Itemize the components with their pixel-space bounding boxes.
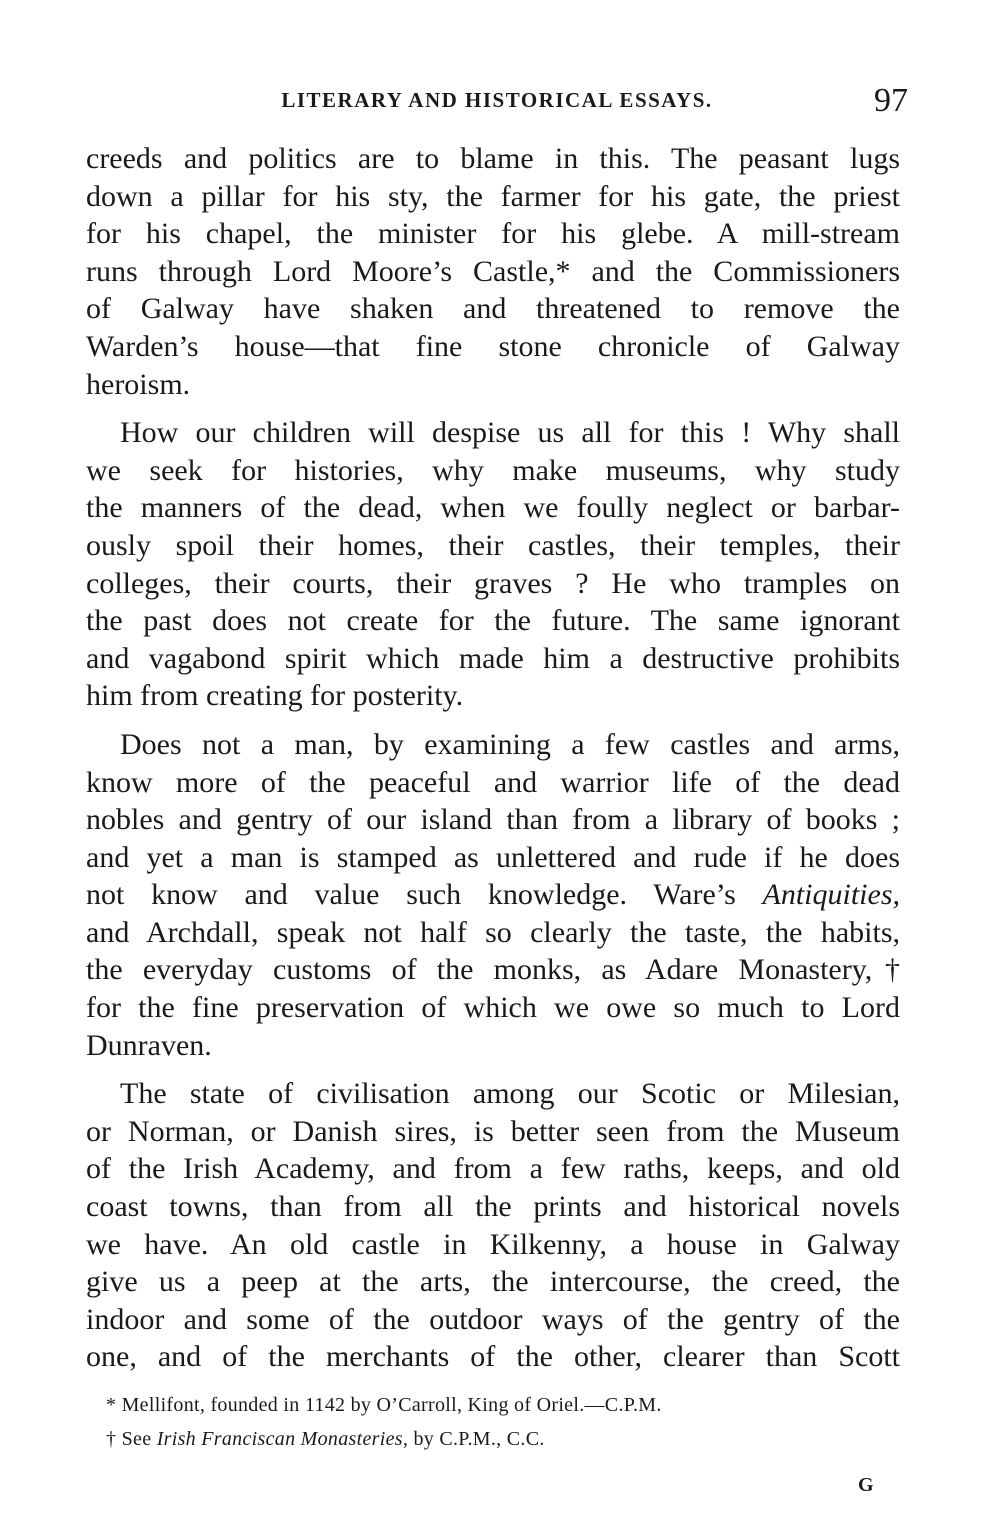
text-line: for the fine preservation of which we owe so much to Lord [86, 991, 900, 1025]
running-title: LITERARY AND HISTORICAL ESSAYS. [281, 88, 713, 112]
text-line: give us a peep at the arts, the intercourse, the creed, the [86, 1265, 900, 1299]
text-line: down a pillar for his sty, the farmer for his gate, the priest [86, 179, 900, 213]
italic-title: Antiquities, [762, 878, 900, 912]
text-line: we have. An old castle in Kilkenny, a house in Galway [86, 1227, 900, 1261]
paragraph-2 [86, 414, 900, 715]
text-line: the manners of the dead, when we foully neglect or barbar- [86, 491, 900, 525]
text-line: ously spoil their homes, their castles, their temples, their [86, 528, 900, 562]
text-segment: not know and value such knowledge. Ware’s [86, 878, 763, 912]
footnote-2-title: Irish Franciscan Monasteries, [156, 1428, 409, 1450]
text-line: runs through Lord Moore’s Castle,* and the Commissioners [86, 254, 900, 288]
text-line: of the Irish Academy, and from a few raths, keeps, and old [86, 1152, 900, 1186]
footnotes [106, 1388, 886, 1456]
text-line: heroism. [86, 367, 191, 401]
text-line: The state of civilisation among our Scotic or Milesian, [120, 1077, 900, 1111]
text-line: and yet a man is stamped as unlettered and rude if he does [86, 840, 900, 874]
text-line: the past does not create for the future. The same ignorant [86, 604, 900, 638]
text-line: and Archdall, speak not half so clearly the taste, the habits, [86, 915, 900, 949]
signature-mark: G [858, 1474, 874, 1496]
text-line: indoor and some of the outdoor ways of the gentry of the [86, 1302, 900, 1336]
footnote-2-prefix: † See [106, 1428, 157, 1450]
text-line: we seek for histories, why make museums, why study [86, 453, 900, 487]
page-number: 97 [874, 82, 908, 119]
text-line-with-italic [86, 876, 900, 914]
body-text [86, 140, 900, 1376]
text-line: one, and of the merchants of the other, clearer than Scott [86, 1340, 900, 1374]
text-line: know more of the peaceful and warrior life of the dead [86, 765, 900, 799]
text-line: the everyday customs of the monks, as Adare Monastery,† [86, 953, 900, 987]
text-line: Dunraven. [86, 1028, 212, 1062]
paragraph-1 [86, 140, 900, 403]
footnote-2-suffix: by C.P.M., C.C. [408, 1428, 545, 1450]
text-line: Does not a man, by examining a few castles and arms, [120, 727, 900, 761]
footnote-1: * Mellifont, founded in 1142 by O’Carroll, King of Oriel.—C.P.M. [106, 1394, 662, 1416]
text-line: for his chapel, the minister for his glebe. A mill-stream [86, 217, 900, 251]
text-line: coast towns, than from all the prints and historical novels [86, 1190, 900, 1224]
text-line: or Norman, or Danish sires, is better seen from the Museum [86, 1114, 900, 1148]
paragraph-4 [86, 1075, 900, 1376]
text-line: and vagabond spirit which made him a destructive prohibits [86, 641, 900, 675]
text-line: of Galway have shaken and threatened to remove the [86, 292, 900, 326]
paragraph-3 [86, 726, 900, 1064]
text-line: Warden’s house—that fine stone chronicle of Galway [86, 329, 900, 363]
footnote-2 [106, 1422, 886, 1456]
running-head [86, 82, 908, 122]
text-line: him from creating for posterity. [86, 679, 464, 713]
text-line: colleges, their courts, their graves ? He who tramples on [86, 566, 900, 600]
text-line: nobles and gentry of our island than from a library of books ; [86, 803, 900, 837]
text-line: How our children will despise us all for this ! Why shall [120, 416, 900, 450]
text-line: creeds and politics are to blame in this. The peasant lugs [86, 142, 900, 175]
